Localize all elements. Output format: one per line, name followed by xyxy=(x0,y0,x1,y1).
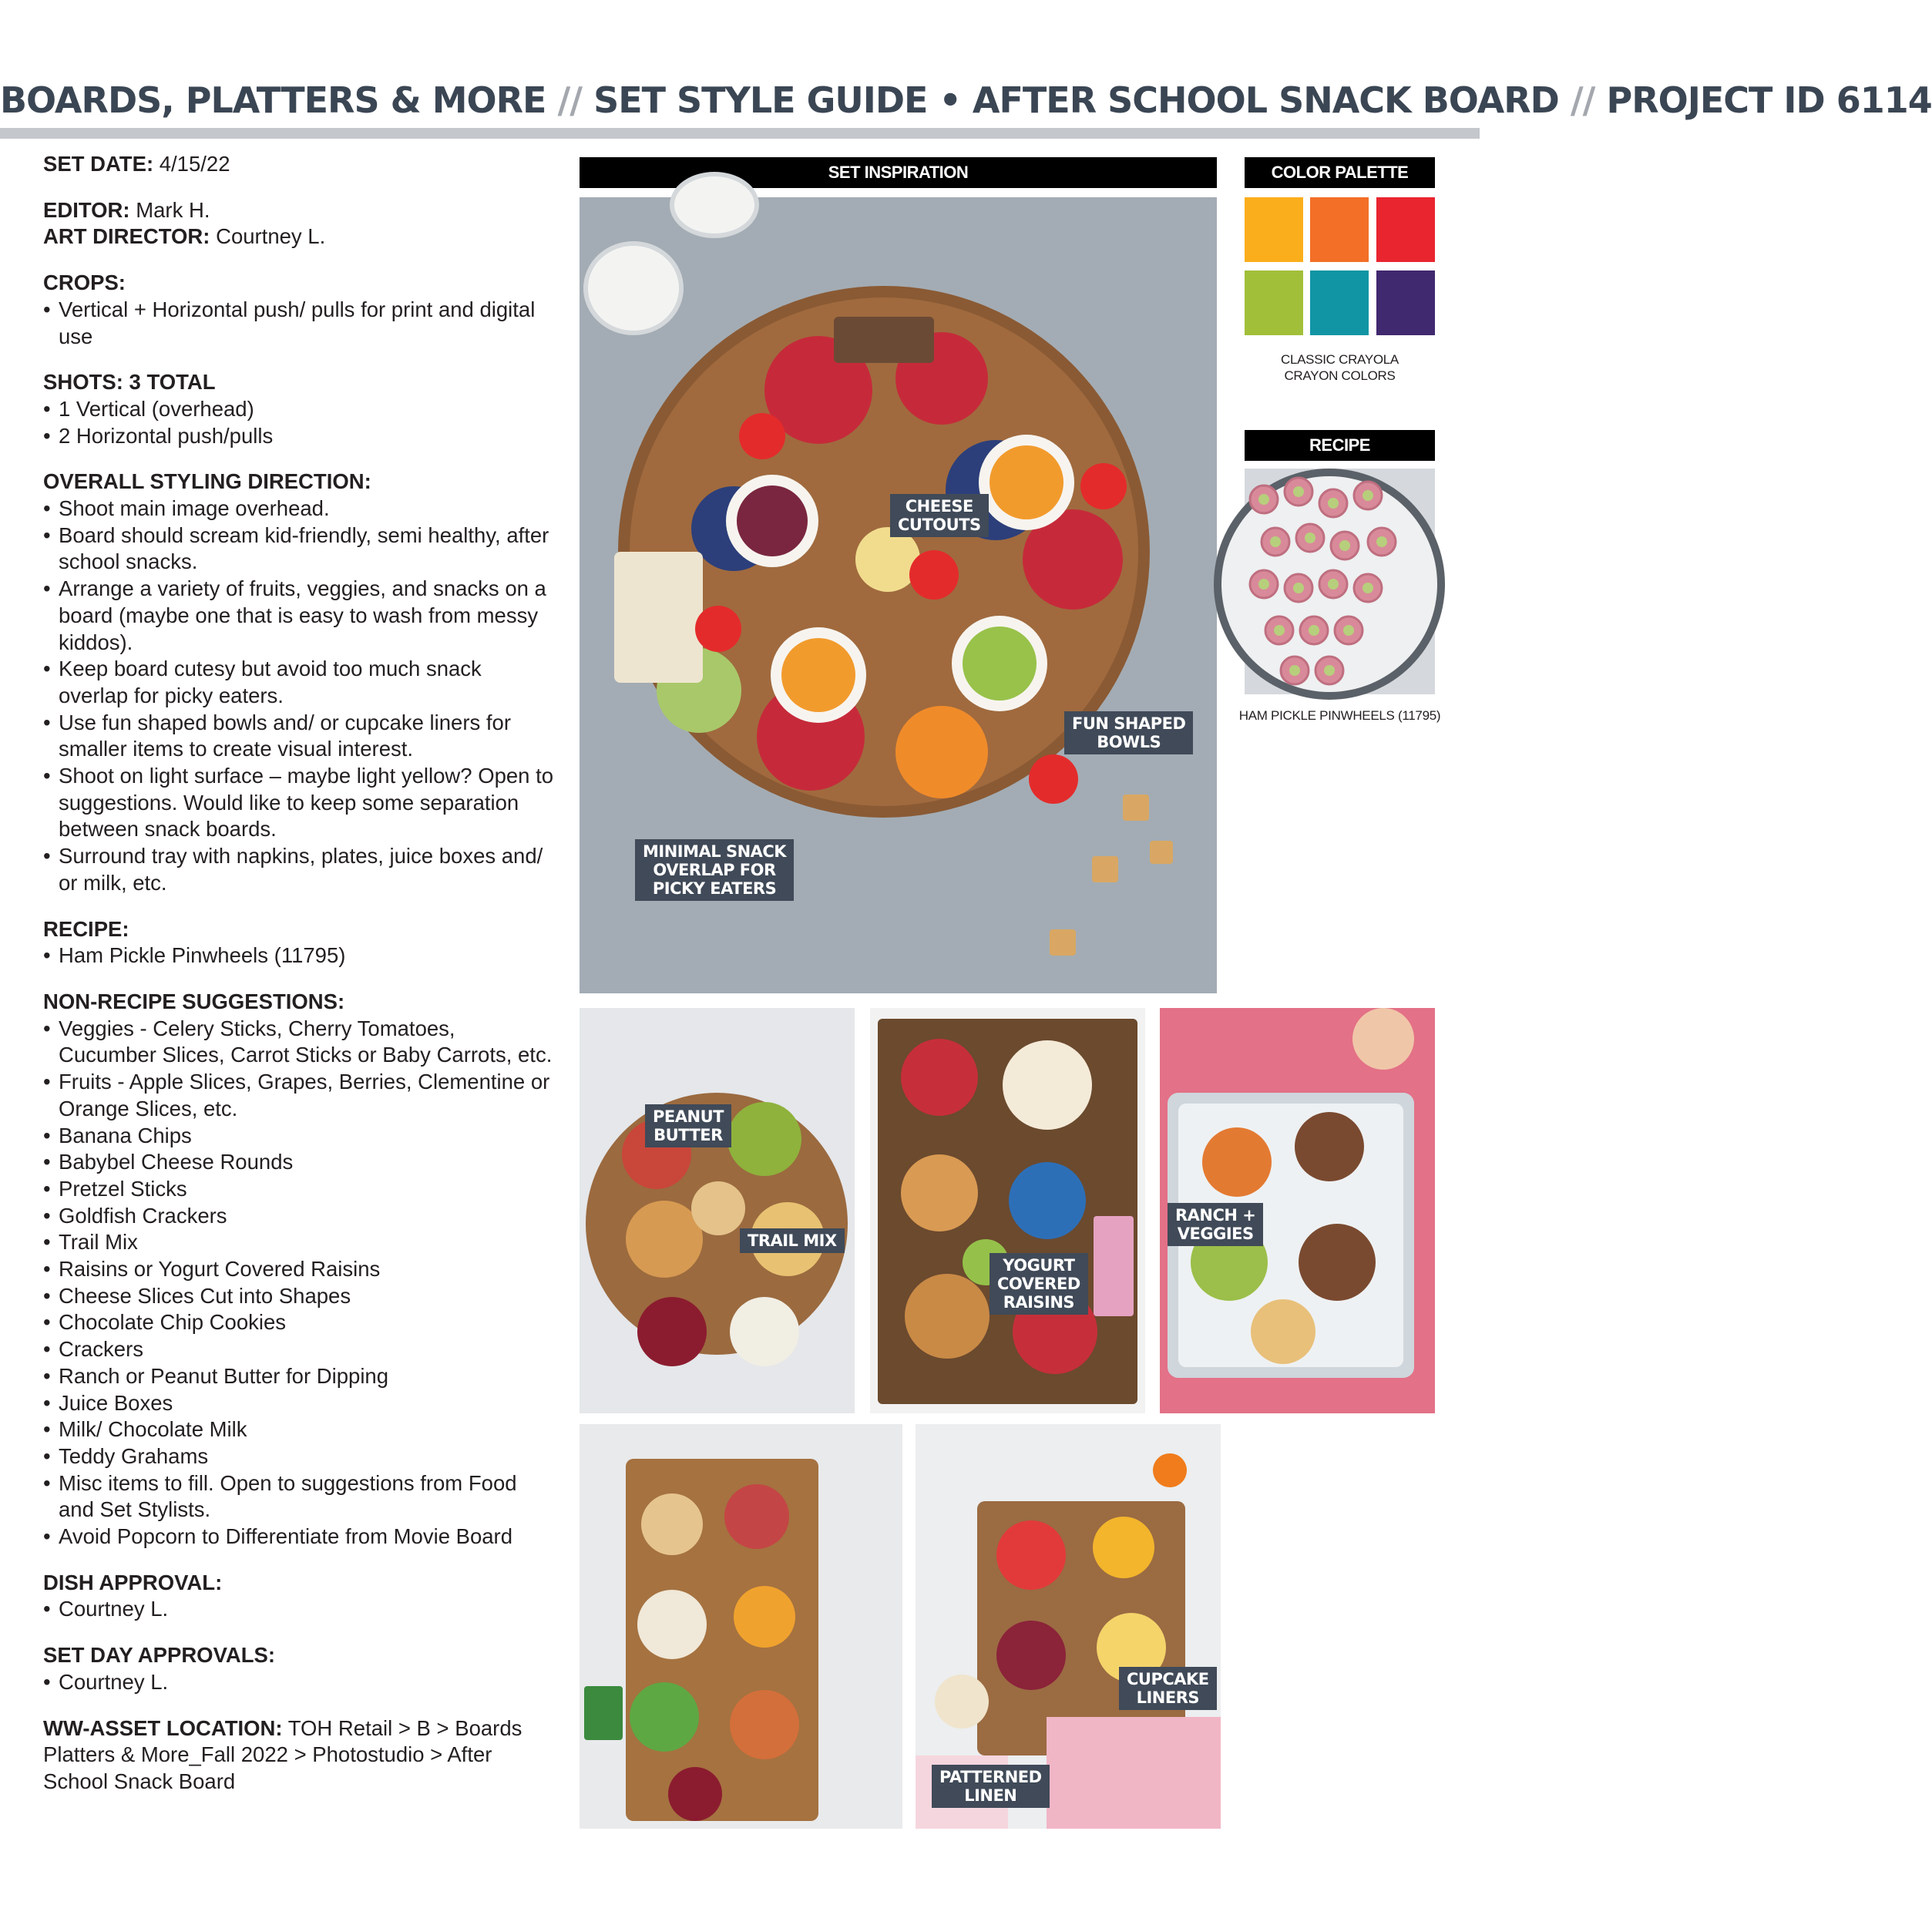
tag-line: RANCH + xyxy=(1175,1206,1256,1225)
title-part-project: PROJECT ID 6114 xyxy=(1606,79,1932,121)
set-day-approvals-list xyxy=(43,1669,555,1696)
list-item: • Arrange a variety of fruits, veggies, and snacks on a board (maybe one that is easy to wash from messy kiddos). xyxy=(43,576,555,656)
tag-line: BUTTER xyxy=(654,1126,723,1144)
tag-line: PEANUT xyxy=(653,1107,724,1126)
tag-line: PICKY EATERS xyxy=(652,879,777,898)
title-part-guide: SET STYLE GUIDE • AFTER SCHOOL SNACK BOARD xyxy=(593,79,1559,121)
tag-cupcake-liners xyxy=(1119,1667,1217,1710)
header-divider xyxy=(0,128,1480,139)
tag-trail-mix xyxy=(740,1228,845,1253)
tag-line: CUPCAKE xyxy=(1127,1670,1209,1688)
list-item: • Ranch or Peanut Butter for Dipping xyxy=(43,1363,555,1390)
tag-patterned-linen xyxy=(932,1765,1050,1808)
palette-caption xyxy=(1245,351,1435,384)
inspiration-photo-long-board xyxy=(580,1424,902,1829)
list-item: • Chocolate Chip Cookies xyxy=(43,1309,555,1336)
dish-approval-section xyxy=(43,1570,555,1623)
list-item: • Banana Chips xyxy=(43,1123,555,1150)
color-swatch xyxy=(1245,270,1303,335)
long-board-illustration xyxy=(580,1424,902,1829)
dish-approval-list xyxy=(43,1596,555,1623)
crops-list xyxy=(43,297,555,350)
page-title xyxy=(0,68,1932,133)
credits-section xyxy=(43,197,555,250)
tag-line: BOWLS xyxy=(1097,733,1161,751)
style-guide-details xyxy=(43,151,555,1815)
set-inspiration-heading: SET INSPIRATION xyxy=(580,157,1217,188)
shots-list xyxy=(43,396,555,449)
tag-line: RAISINS xyxy=(1003,1293,1075,1312)
caption-line: CLASSIC CRAYOLA xyxy=(1281,352,1399,367)
tag-minimal-snack-overlap xyxy=(635,839,794,901)
caption-line: CRAYON COLORS xyxy=(1284,368,1396,383)
tag-line: LINERS xyxy=(1136,1688,1200,1707)
color-swatch xyxy=(1245,197,1303,262)
list-item: • Misc items to fill. Open to suggestions from Food and Set Stylists. xyxy=(43,1470,555,1524)
list-item: • Fruits - Apple Slices, Grapes, Berries, Clementine or Orange Slices, etc. xyxy=(43,1069,555,1122)
list-item: • Veggies - Celery Sticks, Cherry Tomatoes, Cucumber Slices, Carrot Sticks or Baby Carrots, etc. xyxy=(43,1016,555,1069)
shots-section xyxy=(43,369,555,449)
set-day-approvals-heading: SET DAY APPROVALS: xyxy=(43,1643,276,1668)
round-board-illustration xyxy=(580,1008,855,1413)
title-part-brand: BOARDS, PLATTERS & MORE xyxy=(0,79,546,121)
tag-line: PATTERNED xyxy=(939,1768,1042,1786)
crops-section xyxy=(43,270,555,350)
recipe-caption: HAM PICKLE PINWHEELS (11795) xyxy=(1238,708,1441,723)
list-item: • Courtney L. xyxy=(43,1596,555,1623)
editor-value: Mark H. xyxy=(136,197,210,222)
non-recipe-heading: NON-RECIPE SUGGESTIONS: xyxy=(43,989,345,1013)
list-item: • Goldfish Crackers xyxy=(43,1203,555,1230)
list-item: • Trail Mix xyxy=(43,1229,555,1256)
tag-line: FUN SHAPED xyxy=(1072,714,1186,733)
set-date-section xyxy=(43,151,555,178)
color-swatch xyxy=(1310,197,1369,262)
list-item: • Ham Pickle Pinwheels (11795) xyxy=(43,942,555,969)
tag-line: VEGGIES xyxy=(1177,1225,1254,1243)
crops-heading: CROPS: xyxy=(43,270,126,295)
page-header xyxy=(0,68,1932,133)
list-item: • Teddy Grahams xyxy=(43,1443,555,1470)
tag-line: CHEESE xyxy=(905,497,973,516)
art-director-value: Courtney L. xyxy=(216,224,326,249)
list-item: • Crackers xyxy=(43,1336,555,1363)
color-swatch xyxy=(1376,270,1435,335)
list-item: • Use fun shaped bowls and/ or cupcake liners for smaller items to create visual interest. xyxy=(43,710,555,763)
tag-line: MINIMAL SNACK xyxy=(643,842,787,861)
list-item: • Courtney L. xyxy=(43,1669,555,1696)
editor-label: EDITOR: xyxy=(43,197,130,222)
tag-line: TRAIL MIX xyxy=(748,1231,837,1250)
styling-direction-section xyxy=(43,469,555,896)
list-item: • Cheese Slices Cut into Shapes xyxy=(43,1283,555,1310)
recipe-section xyxy=(43,916,555,969)
asset-location-label: WW-ASSET LOCATION: xyxy=(43,1715,283,1740)
tag-ranch-veggies xyxy=(1168,1203,1263,1246)
tag-peanut-butter xyxy=(645,1104,731,1147)
shots-heading: SHOTS: 3 TOTAL xyxy=(43,370,216,395)
styling-heading: OVERALL STYLING DIRECTION: xyxy=(43,469,371,494)
pinwheels-illustration xyxy=(1245,469,1435,694)
list-item: • Babybel Cheese Rounds xyxy=(43,1149,555,1176)
asset-location-value: TOH Retail > B > Boards Platters & More_Fall 2022 > Photostudio > After School Snack Board xyxy=(43,1715,522,1793)
list-item: • Shoot on light surface – maybe light yellow? Open to suggestions. Would like to keep some separation between snack boards. xyxy=(43,763,555,843)
list-item: • Milk/ Chocolate Milk xyxy=(43,1416,555,1443)
title-separator: // xyxy=(557,79,583,121)
list-item: • Avoid Popcorn to Differentiate from Movie Board xyxy=(43,1524,555,1550)
inspiration-photo-round-board xyxy=(580,1008,855,1413)
styling-list xyxy=(43,496,555,897)
list-item: • 1 Vertical (overhead) xyxy=(43,396,555,423)
art-director-label: ART DIRECTOR: xyxy=(43,224,210,249)
list-item: • Surround tray with napkins, plates, juice boxes and/ or milk, etc. xyxy=(43,843,555,896)
tag-line: YOGURT xyxy=(1003,1256,1075,1275)
tag-line: COVERED xyxy=(997,1275,1080,1293)
list-item: • Raisins or Yogurt Covered Raisins xyxy=(43,1256,555,1283)
tag-line: OVERLAP FOR xyxy=(653,861,776,879)
tag-line: CUTOUTS xyxy=(898,516,981,534)
list-item: • Keep board cutesy but avoid too much snack overlap for picky eaters. xyxy=(43,656,555,709)
art-director-line xyxy=(43,223,555,250)
list-item: • Vertical + Horizontal push/ pulls for print and digital use xyxy=(43,297,555,350)
non-recipe-list xyxy=(43,1016,555,1550)
recipe-photo xyxy=(1245,469,1435,694)
list-item: • Pretzel Sticks xyxy=(43,1176,555,1203)
set-date-value: 4/15/22 xyxy=(159,152,230,176)
tag-line: LINEN xyxy=(964,1786,1017,1805)
list-item: • 2 Horizontal push/pulls xyxy=(43,423,555,450)
title-separator: // xyxy=(1570,79,1595,121)
inspiration-photo-rect-tray xyxy=(870,1008,1145,1413)
color-swatch xyxy=(1376,197,1435,262)
recipe-panel-heading: RECIPE xyxy=(1245,430,1435,461)
list-item: • Shoot main image overhead. xyxy=(43,496,555,522)
non-recipe-section xyxy=(43,989,555,1550)
tag-yogurt-covered-raisins xyxy=(990,1253,1088,1315)
tag-fun-shaped-bowls xyxy=(1064,711,1193,754)
recipe-heading: RECIPE: xyxy=(43,916,129,941)
list-item: • Juice Boxes xyxy=(43,1390,555,1417)
list-item: • Board should scream kid-friendly, semi healthy, after school snacks. xyxy=(43,522,555,576)
editor-line xyxy=(43,197,555,224)
asset-location-section xyxy=(43,1715,555,1796)
set-day-approvals-section xyxy=(43,1642,555,1695)
recipe-list xyxy=(43,942,555,969)
set-date-label: SET DATE: xyxy=(43,152,154,176)
tag-cheese-cutouts xyxy=(890,494,989,537)
color-swatch xyxy=(1310,270,1369,335)
rect-tray-illustration xyxy=(870,1008,1145,1413)
color-palette-heading: COLOR PALETTE xyxy=(1245,157,1435,188)
dish-approval-heading: DISH APPROVAL: xyxy=(43,1570,223,1594)
